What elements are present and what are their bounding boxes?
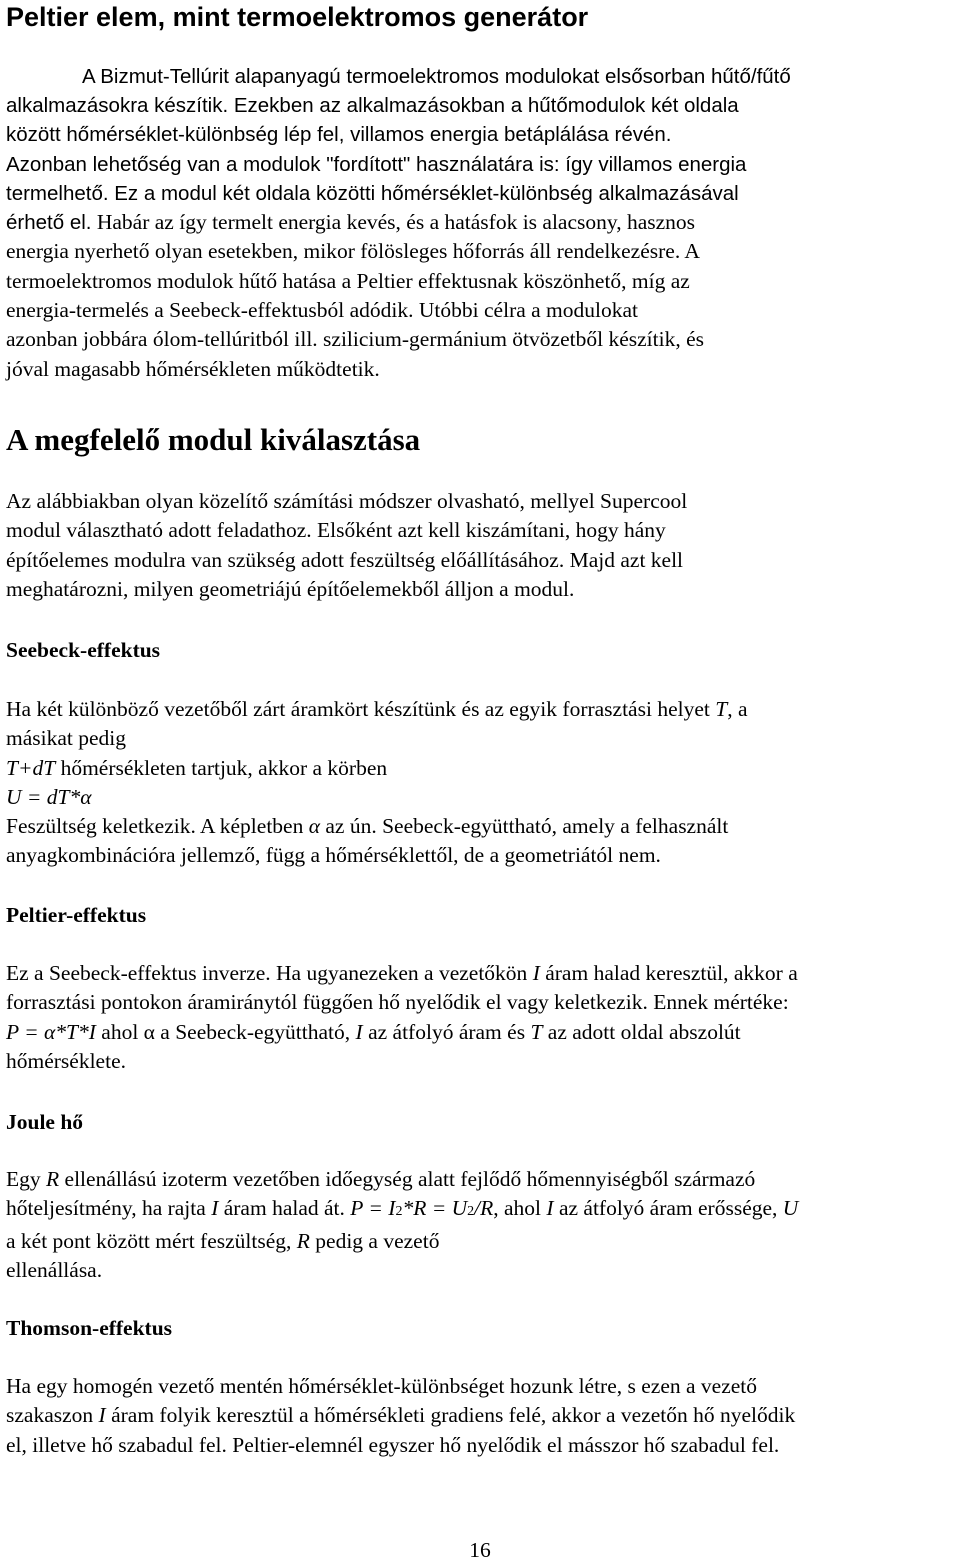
page-number: 16 [469,1538,491,1562]
text-line: Azonban lehetőség van a modulok "fordított" használatára is: így villamos energia [6,152,747,176]
text-segment: , a [727,697,748,721]
text-line: modul választható adott feladathoz. Elsőként azt kell kiszámítani, hogy hány [6,518,666,543]
peltier-paragraph [6,959,956,1076]
formula-exponent: 2 [467,1204,475,1220]
formula: P = α*T*I [6,1019,96,1044]
text-line [6,812,956,841]
variable: T [715,697,728,721]
text-line [6,695,956,724]
formula-part: /R [474,1196,494,1221]
peltier-heading: Peltier-effektus [6,903,147,927]
section-paragraph [6,487,956,604]
text-segment: pedig a vezető [309,1228,440,1253]
text-line: jóval magasabb hőmérsékleten működtetik. [6,356,380,381]
text-line: termelhető. Ez a modul két oldala közötti hőmérséklet-különbség alkalmazásával [6,181,739,205]
text-line: forrasztási pontokon áramiránytól függően hő nyelődik el vagy keletkezik. Ennek mértéke: [6,990,789,1015]
text-segment: áram folyik keresztül a hőmérsékleti gradiens felé, akkor a vezetőn hő nyelődik [105,1403,796,1428]
text-line [6,1018,956,1047]
text-line: energia nyerhető olyan esetekben, mikor fölösleges hőforrás áll rendelkezésre. A [6,239,700,264]
text-line: alkalmazásokra készítik. Ezekben az alkalmazásokban a hűtőmodulok két oldala [6,94,739,118]
text-line: meghatározni, milyen geometriájú építőelemekből álljon a modul. [6,576,575,601]
text-line: A Bizmut-Tellúrit alapanyagú termoelektromos modulokat elsősorban hűtő/fűtő [82,65,791,88]
text-segment: az átfolyó áram erőssége, [553,1196,783,1221]
text-segment: az átfolyó áram és [362,1019,531,1044]
text-line [6,1227,956,1256]
variable: I [211,1196,219,1221]
formula [350,1196,493,1220]
text-segment: Habár az így termelt energia kevés, és a hatásfok is alacsony, hasznos [91,210,696,235]
variable: R [296,1228,310,1253]
section-heading: A megfelelő modul kiválasztása [6,422,421,457]
seebeck-paragraph [6,695,956,871]
text-line: Ha egy homogén vezető mentén hőmérséklet-különbséget hozunk létre, s ezen a vezető [6,1374,758,1398]
text-segment: Egy [6,1167,47,1191]
text-segment: Ez a Seebeck-effektus inverze. Ha ugyanezeken a vezetőkön [6,961,533,985]
text-line: hőmérséklete. [6,1048,126,1073]
joule-paragraph [6,1165,956,1285]
text-segment: ahol α a Seebeck-együttható, [95,1019,356,1044]
text-line: energia-termelés a Seebeck-effektusból adódik. Utóbbi célra a modulokat [6,297,639,322]
thomson-paragraph [6,1372,956,1460]
page-title: Peltier elem, mint termoelektromos generátor [6,2,589,32]
variable: I [355,1019,363,1044]
joule-heading: Joule hő [6,1110,84,1134]
text-line [6,754,956,783]
text-line: másikat pedig [6,726,127,751]
variable: I [532,961,540,985]
text-line [6,1165,956,1194]
variable: I [98,1403,106,1428]
formula-part: *R = U [402,1196,468,1221]
text-line [6,208,956,237]
variable: T [530,1019,543,1044]
variable: U [782,1196,799,1221]
text-segment: az adott oldal abszolút [542,1019,741,1044]
text-segment: áram halad át. [218,1196,351,1221]
text-line: Az alábbiakban olyan közelítő számítási módszer olvasható, mellyel Supercool [6,489,688,513]
formula-exponent: 2 [395,1204,403,1220]
text-segment: az ún. Seebeck-együttható, amely a felhasznált [320,814,729,839]
text-line: ellenállása. [6,1257,103,1282]
text-line [6,1401,956,1430]
text-segment: szakaszon [6,1403,99,1428]
text-segment: áram halad keresztül, akkor a [539,961,798,985]
text-segment: hőteljesítmény, ha rajta [6,1196,212,1221]
variable: I [546,1196,554,1221]
text-line: anyagkombinációra jellemző, függ a hőmérséklettől, de a geometriától nem. [6,843,661,868]
seebeck-heading: Seebeck-effektus [6,638,161,662]
formula: U = dT*α [6,784,92,809]
intro-paragraph [6,62,956,384]
text-line [6,1194,956,1226]
variable: T+dT [6,755,56,780]
text-segment: Ha két különböző vezetőből zárt áramkört készítünk és az egyik forrasztási helyet [6,697,716,721]
text-segment: a két pont között mért feszültség, [6,1228,297,1253]
text-line: azonban jobbára ólom-tellúritból ill. szilicium-germánium ötvözetből készítik, és [6,327,704,352]
text-line: között hőmérséklet-különbség lép fel, villamos energia betáplálása révén. [6,123,672,147]
text-line: el, illetve hő szabadul fel. Peltier-elemnél egyszer hő nyelődik el másszor hő szabadul fel. [6,1432,780,1457]
thomson-heading: Thomson-effektus [6,1316,173,1340]
text-line: termoelektromos modulok hűtő hatása a Peltier effektusnak köszönhető, míg az [6,268,690,293]
variable: α [308,814,321,839]
text-segment: ellenállású izoterm vezetőben időegység alatt fejlődő hőmennyiségből származó [59,1167,756,1191]
text-segment: , ahol [493,1196,547,1221]
text-segment: hőmérsékleten tartjuk, akkor a körben [55,755,388,780]
variable: R [46,1167,60,1191]
text-line [6,959,956,988]
text-line: építőelemes modulra van szükség adott feszültség előállításához. Majd azt kell [6,547,684,572]
text-segment: Feszültség keletkezik. A képletben [6,814,309,839]
formula-part: P = I [350,1196,396,1221]
text-segment: érhető el. [6,211,92,235]
